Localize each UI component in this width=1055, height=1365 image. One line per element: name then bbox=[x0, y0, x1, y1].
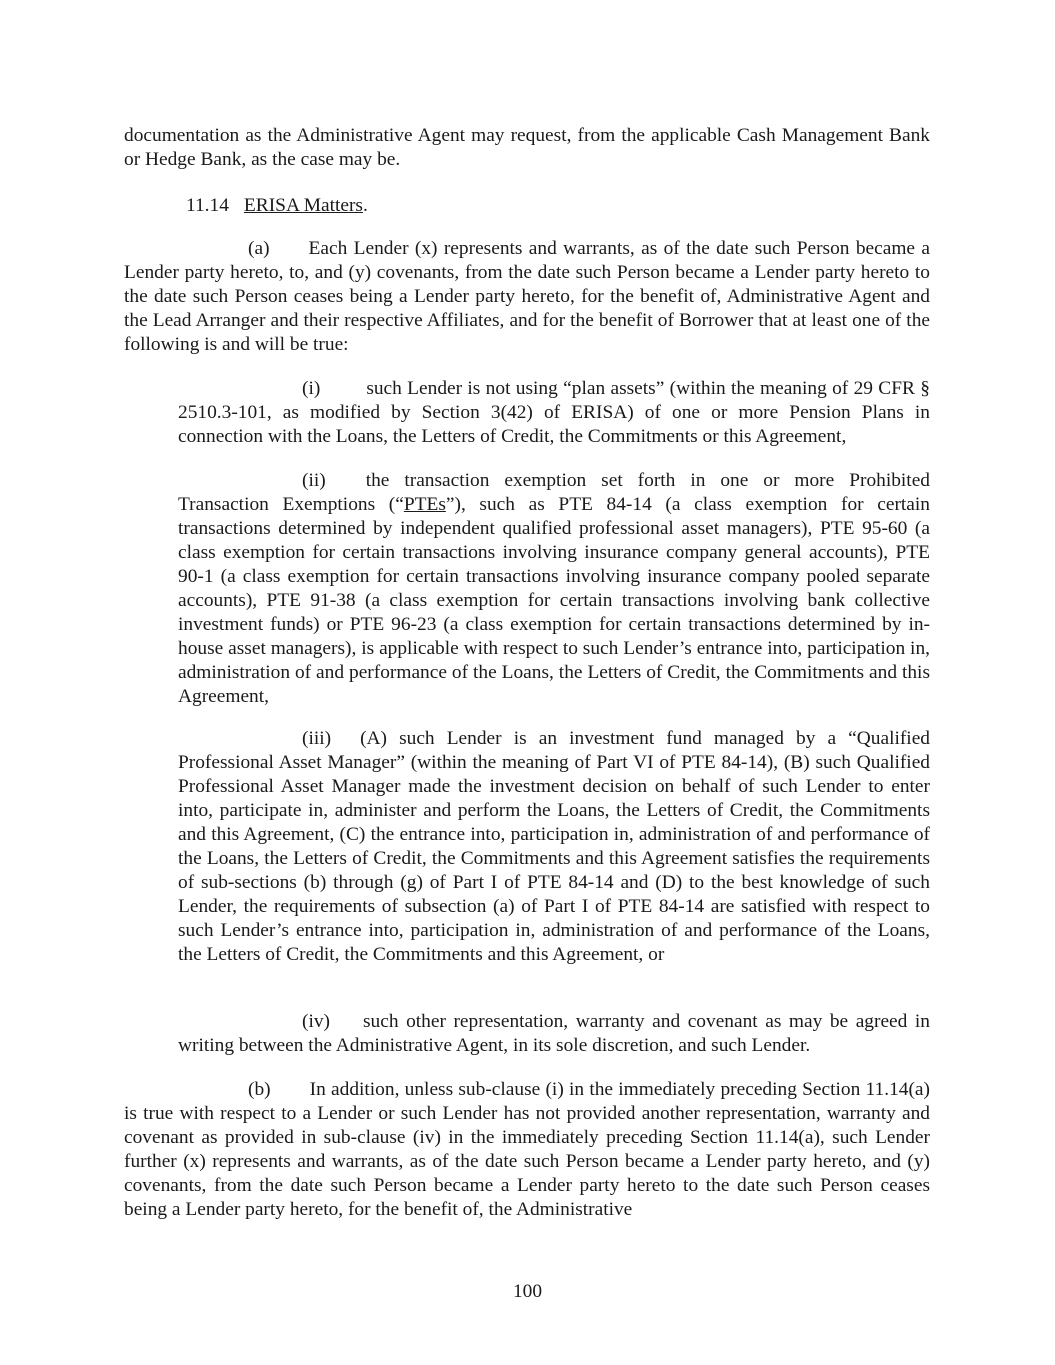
paragraph-i-label: (i) bbox=[302, 378, 321, 399]
paragraph-iv-label: (iv) bbox=[302, 1011, 330, 1032]
continuation-text: documentation as the Administrative Agent may request, from the applicable Cash Management Bank or Hedge Bank, as the case may be. bbox=[124, 125, 930, 170]
paragraph-iii bbox=[178, 727, 930, 967]
paragraph-ii bbox=[178, 469, 930, 709]
paragraph-iii-text: (A) such Lender is an investment fund managed by a “Qualified Professional Asset Manager” (within the meaning of Part VI of PTE 84-14), (B) such Qualified Professional Asset Manager made the investment decision on behalf of such Lender to enter into, participate in, administer and perform the Loans, the Letters of Credit, the Commitments and this Agreement, (C) the entrance into, participation in, administration of and performance of the Loans, the Letters of Credit, the Commitments and this Agreement satisfies the requirements of sub-sections (b) through (g) of Part I of PTE 84-14 and (D) to the best knowledge of such Lender, the requirements of subsection (a) of Part I of PTE 84-14 are satisfied with respect to such Lender’s entrance into, participation in, administration of and performance of the Loans, the Letters of Credit, the Commitments and this Agreement, or bbox=[178, 728, 930, 965]
paragraph-b-text: In addition, unless sub-clause (i) in the immediately preceding Section 11.14(a) is true with respect to a Lender or such Lender has not provided another representation, warranty and covenant as provided in sub-clause (iv) in the immediately preceding Section 11.14(a), such Lender further (x) represents and warrants, as of the date such Person became a Lender party hereto, and (y) covenants, from the date such Person became a Lender party hereto to the date such Person ceases being a Lender party hereto, for the benefit of, the Administrative bbox=[124, 1079, 930, 1220]
page-number: 100 bbox=[512, 1281, 543, 1302]
paragraph-i bbox=[178, 377, 930, 449]
paragraph-b bbox=[124, 1078, 930, 1222]
paragraph-a bbox=[124, 237, 930, 357]
paragraph-b-label: (b) bbox=[248, 1079, 271, 1100]
paragraph-a-label: (a) bbox=[248, 238, 270, 259]
paragraph-i-text: such Lender is not using “plan assets” (within the meaning of 29 CFR § 2510.3-101, as modified by Section 3(42) of ERISA) of one or more Pension Plans in connection with the Loans, the Letters of Credit, the Commitments or this Agreement, bbox=[178, 378, 930, 447]
paragraph-iv-text: such other representation, warranty and covenant as may be agreed in writing between the Administrative Agent, in its sole discretion, and such Lender. bbox=[178, 1011, 930, 1056]
defined-term-ptes: PTEs bbox=[403, 494, 446, 515]
section-number: 11.14 bbox=[186, 195, 229, 216]
section-title-suffix: . bbox=[362, 195, 368, 216]
section-title: ERISA Matters bbox=[243, 195, 363, 216]
paragraph-ii-text-before: the transaction exemption set forth in one or more Prohibited Transaction Exemptions (“ bbox=[178, 470, 930, 515]
paragraph-ii-label: (ii) bbox=[302, 470, 326, 491]
paragraph-ii-text-after: ”), such as PTE 84-14 (a class exemption for certain transactions determined by independent qualified professional asset managers), PTE 95-60 (a class exemption for certain transactions involving insurance company general accounts), PTE 90-1 (a class exemption for certain transactions involving insurance company pooled separate accounts), PTE 91-38 (a class exemption for certain transactions involving bank collective investment funds) or PTE 96-23 (a class exemption for certain transactions determined by in-house asset managers), is applicable with respect to such Lender’s entrance into, participation in, administration of and performance of the Loans, the Letters of Credit, the Commitments and this Agreement, bbox=[178, 494, 930, 707]
paragraph-iv bbox=[178, 1010, 930, 1058]
paragraph-a-text: Each Lender (x) represents and warrants, as of the date such Person became a Lender party hereto, to, and (y) covenants, from the date such Person became a Lender party hereto to the date such Person ceases being a Lender party hereto, for the benefit of, Administrative Agent and the Lead Arranger and their respective Affiliates, and for the benefit of Borrower that at least one of the following is and will be true: bbox=[124, 238, 930, 355]
paragraph-iii-label: (iii) bbox=[302, 728, 332, 749]
continuation-paragraph bbox=[124, 124, 930, 172]
section-heading bbox=[186, 194, 368, 218]
